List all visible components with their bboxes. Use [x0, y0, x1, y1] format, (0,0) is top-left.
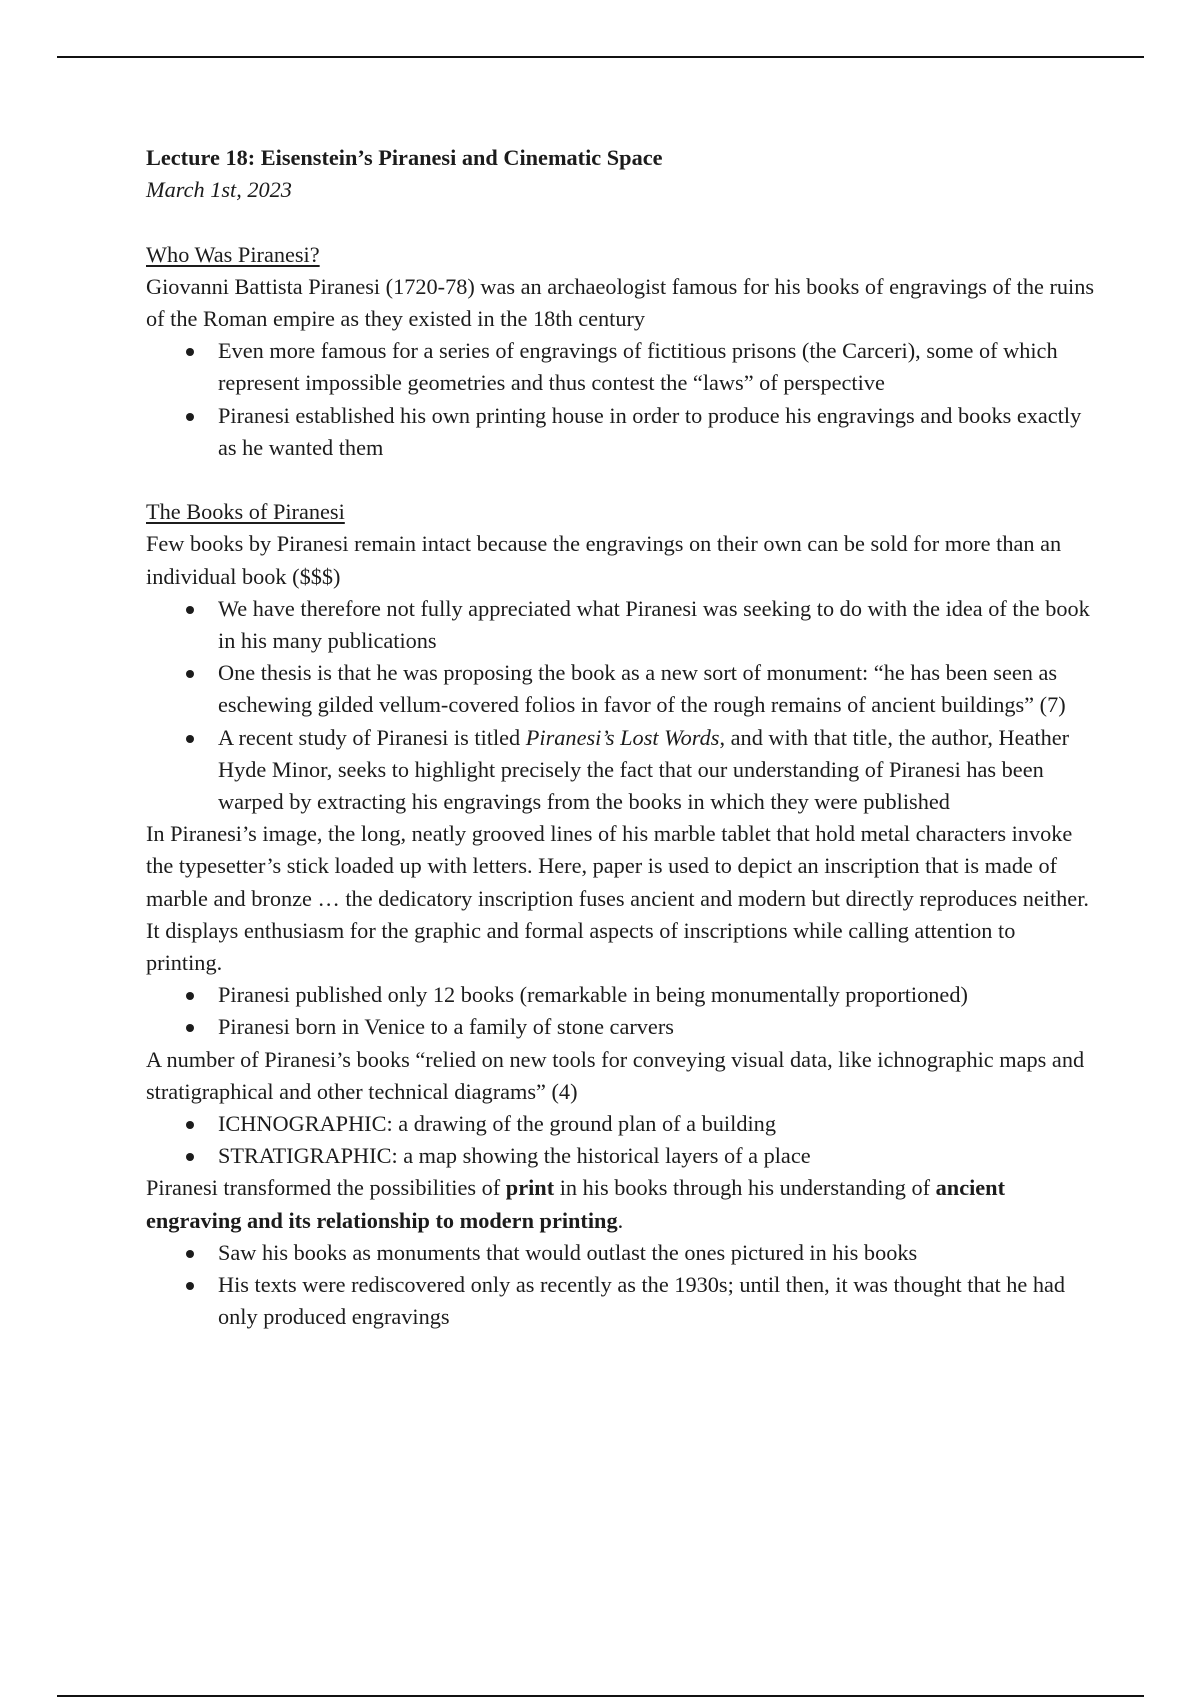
- paragraph-image: In Piranesi’s image, the long, neatly grooved lines of his marble tablet that hold metal characters invoke the typesetter’s stick loaded up with letters. Here, paper is used to depict an inscription that is made of marble and bronze … the dedicatory inscription fuses ancient and modern but directly reproduces neither. It displays enthusiasm for the graphic and formal aspects of inscriptions while calling attention to printing.: [146, 821, 1089, 976]
- list-item: Saw his books as monuments that would outlast the ones pictured in his books: [218, 1237, 1096, 1269]
- list-item: We have therefore not fully appreciated what Piranesi was seeking to do with the idea of the book in his many publications: [218, 593, 1096, 657]
- list-item: ICHNOGRAPHIC: a drawing of the ground plan of a building: [218, 1108, 1096, 1140]
- document-page: [146, 142, 1096, 1333]
- spacer: [146, 464, 1096, 496]
- list-item: Piranesi established his own printing house in order to produce his engravings and books exactly as he wanted them: [218, 400, 1096, 464]
- list-item: One thesis is that he was proposing the book as a new sort of monument: “he has been seen as eschewing gilded vellum-covered folios in favor of the rough remains of ancient buildings” (7): [218, 657, 1096, 721]
- list-item-recent-study: [218, 722, 1096, 819]
- bullet-list: [146, 593, 1096, 818]
- bullet-list: [146, 1237, 1096, 1334]
- top-rule: [57, 56, 1144, 58]
- bold-text: ancient engraving and its relationship to modern printing: [146, 1175, 1006, 1233]
- paragraph-books-intro: Few books by Piranesi remain intact because the engravings on their own can be sold for more than an individual book ($$$): [146, 531, 1062, 589]
- lecture-date: March 1st, 2023: [146, 177, 292, 203]
- bullet-list: [146, 335, 1096, 464]
- list-item: STRATIGRAPHIC: a map showing the historical layers of a place: [218, 1140, 1096, 1172]
- paragraph-intro: Giovanni Battista Piranesi (1720-78) was an archaeologist famous for his books of engravings of the ruins of the Roman empire as they existed in the 18th century: [146, 273, 1095, 331]
- spacer: [146, 206, 1096, 238]
- bullet-list: [146, 1108, 1096, 1172]
- text-run: .: [617, 1207, 624, 1233]
- paragraph-tools: A number of Piranesi’s books “relied on new tools for conveying visual data, like ichnographic maps and stratigraphical and other technical diagrams” (4): [146, 1046, 1085, 1104]
- list-item: Piranesi born in Venice to a family of stone carvers: [218, 1011, 1096, 1043]
- section-heading-who-was-piranesi: Who Was Piranesi?: [146, 241, 320, 267]
- bullet-list: [146, 979, 1096, 1043]
- text-run: in his books through his understanding of: [554, 1175, 936, 1201]
- text-run: A recent study of Piranesi is titled: [218, 724, 526, 750]
- list-item: His texts were rediscovered only as recently as the 1930s; until then, it was thought that he had only produced engravings: [218, 1269, 1096, 1333]
- text-run: , and with that title, the author, Heather Hyde Minor, seeks to highlight precisely the fact that our understanding of Piranesi has been warped by extracting his engravings from the books in which they were published: [218, 724, 1070, 815]
- text-run: Piranesi transformed the possibilities of: [146, 1175, 506, 1201]
- list-item: Piranesi published only 12 books (remarkable in being monumentally proportioned): [218, 979, 1096, 1011]
- section-heading-books-of-piranesi: The Books of Piranesi: [146, 499, 345, 525]
- bottom-rule: [57, 1695, 1144, 1697]
- lecture-title: Lecture 18: Eisenstein’s Piranesi and Cinematic Space: [146, 145, 663, 170]
- bold-text: print: [505, 1175, 555, 1201]
- paragraph-print: [146, 1172, 1096, 1236]
- list-item: Even more famous for a series of engravings of fictitious prisons (the Carceri), some of which represent impossible geometries and thus contest the “laws” of perspective: [218, 335, 1096, 399]
- book-title: Piranesi’s Lost Words: [525, 724, 720, 750]
